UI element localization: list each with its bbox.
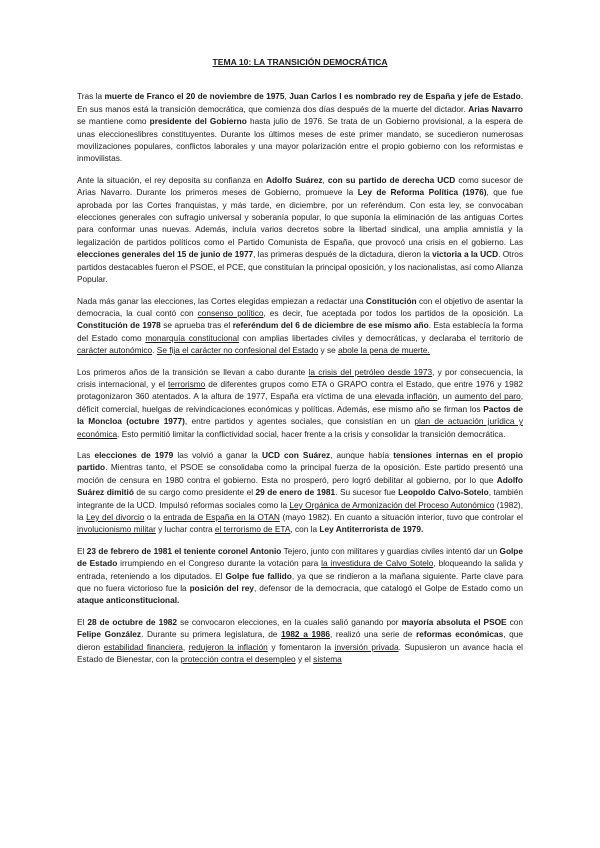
underlined-text: plan de actuación jurídica y económica	[77, 416, 523, 439]
bold-text: victoria a la UCD	[432, 249, 499, 260]
text-run: ,	[182, 641, 189, 652]
text-run: , que dieron	[77, 629, 524, 652]
bold-text: Ley de Reforma Política (1976)	[357, 187, 487, 198]
bold-text: Arias Navarro	[468, 103, 523, 114]
bold-text: con su partido de derecha UCD	[327, 174, 456, 185]
bold-text: ataque anticonstitucional.	[77, 595, 180, 606]
underlined-text: Se fija el carácter no confesional del Estado	[156, 345, 319, 356]
text-run: Las	[77, 449, 95, 460]
underlined-text: carácter autonómico	[77, 345, 153, 356]
document-title: TEMA 10: LA TRANSICIÓN DEMOCRÁTICA	[212, 57, 388, 67]
bold-text: 23 de febrero de 1981 el teniente coronel Antonio	[86, 545, 282, 556]
underlined-text: redujeron la inflación	[188, 641, 268, 652]
paragraph	[77, 90, 523, 164]
text-run: , bloqueando la salida y entrada, reteniendo a los diputados. El	[77, 558, 523, 581]
text-run: y luchar contra	[155, 524, 215, 535]
text-run: . Esto permitió limitar la conflictividad social, hacer frente a la crisis y consolidar la transición democrática.	[117, 428, 506, 439]
bold-text: Golpe de Estado	[77, 545, 523, 569]
text-run: El	[77, 616, 88, 627]
text-run: de su cargo como presidente el	[133, 487, 256, 498]
underlined-text: elevada inflación	[374, 391, 438, 402]
bold-text: Felipe González	[77, 629, 142, 640]
text-run: , realizó una serie de	[329, 629, 417, 640]
text-run: con amplias libertades civiles y democráticas, y declaraba el territorio de	[239, 332, 523, 343]
text-run: como sucesor de Arias Navarro. Durante los primeros meses de Gobierno, promueve la	[77, 174, 524, 198]
underlined-text: la investidura de Calvo Sotelo	[321, 558, 434, 569]
bold-text: posición del rey	[189, 583, 255, 594]
text-run: o la	[144, 512, 164, 522]
text-run: y fomentaron la	[267, 641, 335, 652]
bold-text: Adolfo Suárez dimitió	[77, 474, 523, 498]
bold-text: Adolfo Suárez	[266, 174, 323, 185]
text-run: las volvió a ganar la	[173, 449, 262, 460]
text-run: irrumpiendo en el Congreso durante la votación para	[117, 558, 322, 569]
bold-text: 1982 a 1986	[281, 629, 330, 640]
bold-text: Juan Carlos I es nombrado rey de España y jefe de Estado	[289, 91, 521, 102]
text-run: se aprueba tras el	[160, 320, 233, 331]
bold-text: elecciones generales del 15 de junio de 1977	[77, 249, 254, 260]
underlined-text: inversión privada	[334, 641, 399, 652]
bold-text: Leopoldo Calvo-Sotelo	[398, 487, 489, 498]
text-run: . Esta establecía la forma del Estado como	[77, 320, 523, 343]
paragraph	[77, 616, 523, 666]
underlined-text: consenso político	[197, 307, 264, 318]
text-run: , defensor de la democracia, que catalogó el Golpe de Estado como un	[254, 583, 523, 594]
bold-text: Golpe fue fallido	[225, 570, 292, 581]
text-run: Los primeros años de la transición se llevan a cabo durante	[77, 366, 309, 377]
underlined-text: Ley del divorcio	[86, 512, 145, 522]
text-run: , ya que se rindieron a la mañana siguiente. Parte clave para que no fuera victorioso fue la	[77, 570, 524, 594]
paragraph	[77, 545, 523, 607]
underlined-text: monarquía constitucional	[145, 332, 240, 343]
text-run: .	[152, 345, 157, 356]
underlined-text: entrada de España en la OTAN	[163, 512, 280, 522]
text-run: con	[506, 616, 524, 627]
document-body	[77, 56, 523, 674]
text-run: , y por consecuencia, la crisis internacional, y el	[77, 366, 523, 389]
underlined-text: terrorismo	[167, 378, 206, 389]
text-run: . Supusieron un avance hacia el Estado de Bienestar, con la	[77, 641, 523, 665]
text-run: Tejero, junto con militares y guardias civiles intentó dar un	[281, 545, 500, 556]
bold-text: 28 de octubre de 1982	[87, 616, 178, 627]
bold-text: Ley Antiterrorista de 1979.	[319, 524, 424, 535]
underlined-text: estabilidad financiera	[103, 641, 183, 652]
text-run: ,	[322, 174, 328, 185]
underlined-text: la crisis del petróleo desde 1973	[308, 366, 433, 377]
underlined-text: el terrorismo de ETA	[214, 524, 291, 535]
text-run: con el objetivo de asentar la democracia, la cual contó con	[77, 295, 523, 318]
text-run: se mantiene como	[77, 116, 150, 127]
paragraph	[77, 295, 523, 357]
text-run: (1982), la	[77, 499, 523, 522]
text-run: , déficit comercial, huelgas de reivindicaciones económicas y políticas. Además, ese mismo año se firman los	[77, 391, 523, 414]
text-run: , las primeras después de la dictadura, dieron la	[253, 249, 433, 260]
bold-text: Pactos de la Moncloa (octubre 1977)	[77, 403, 523, 427]
bold-text: Constitución de 1978	[77, 320, 161, 331]
text-run: , un	[437, 391, 455, 402]
bold-text: tensiones internas en el propio partido	[77, 449, 524, 473]
text-run: , que fue aprobada por las Cortes franquistas, y más tarde, en diciembre, por un referéndum. Con esta ley, se convocaban elecciones generales con sufragio universal y soberanía popular, lo que suponía la eliminación de las antiguas Cortes para conformar unas nuevas. Además, incluía varios decretos sobre la libertad sindical, una amplia amnistía y la legalización de partidos políticos como el Partido Comunista de España, que provocó una crisis en el gobierno. Las	[77, 187, 523, 247]
text-run: Ante la situación, el rey deposita su confianza en	[77, 174, 266, 185]
text-run: (mayo 1982). En cuanto a situación interior, tuvo que controlar el	[279, 512, 523, 522]
underlined-text: aumento del paro	[454, 391, 521, 402]
paragraph	[77, 174, 523, 286]
bold-text: UCD con Suárez	[261, 449, 331, 460]
text-run: , entre partidos y agentes sociales, que consistían en un	[184, 416, 415, 427]
text-run: . En sus manos está la transición democrática, que comienza dos días después de la muerte del dictador.	[77, 91, 523, 114]
bold-text: mayoría absoluta el PSOE	[401, 616, 507, 627]
underlined-text: involucionismo militar	[77, 524, 156, 535]
paragraph	[77, 449, 523, 536]
paragraph	[77, 366, 523, 440]
text-run: . Su sucesor fue	[335, 487, 399, 498]
bold-text: referéndum del 6 de diciembre de ese mismo año	[232, 320, 429, 331]
text-run: , es decir, fue aceptada por todos los partidos de la oposición. La	[263, 307, 523, 318]
text-run: y el	[295, 654, 314, 665]
underlined-text: sistema	[313, 654, 342, 665]
bold-text: presidente del Gobierno	[149, 116, 247, 127]
text-run: Tras la	[77, 91, 105, 102]
bold-text: 29 de enero de 1981	[255, 487, 336, 498]
underlined-text: protección contra el desempleo	[180, 654, 296, 665]
bold-text: elecciones de 1979	[94, 449, 174, 460]
text-run: , con la	[290, 524, 320, 535]
underlined-text: abole la pena de muerte.	[338, 345, 430, 356]
text-run: ,	[284, 91, 290, 102]
underlined-text: Ley Orgánica de Armonización del Proceso Autonómico	[289, 499, 495, 510]
text-run: El	[77, 545, 87, 556]
text-run: hasta julio de 1976. Se trata de un Gobierno provisional, a la espera de unas eleccioneslibres constituyentes. Durante los últimos meses de este primer mandato, se sucedieron numerosas movilizaciones populares, conflictos laborales y una mayor polarización entre el propio gobierno con los reformistas e inmovilistas.	[77, 116, 523, 164]
text-run: se convocaron elecciones, en la cuales salió ganando por	[177, 616, 402, 627]
text-run: de diferentes grupos como ETA o GRAPO contra el Estado, que entre 1976 y 1982 protagonizaron 360 atentados. A la altura de 1977, España era víctima de una	[77, 378, 524, 402]
text-run: . Otros partidos destacables fueron el PSOE, el PCE, que constituían la principal oposición, y los nacionalistas, así como Alianza Popular.	[77, 249, 523, 285]
text-run: . Durante su primera legislatura, de	[141, 629, 282, 640]
bold-text: Constitución	[365, 295, 417, 306]
bold-text: muerte de Franco el 20 de noviembre de 1975	[104, 91, 285, 102]
text-run: , aunque había	[330, 449, 394, 460]
text-run: , también integrante de la UCD. Impulsó reformas sociales como la	[77, 487, 523, 510]
bold-text: reformas económicas	[416, 629, 504, 640]
text-run: y se	[318, 345, 339, 356]
paragraph-list	[77, 90, 523, 665]
text-run: . Mientras tanto, el PSOE se consolidaba como la principal fuerza de la oposición. Este partido presentó una moción de censura en 1980 contra el gobierno. Esta no prosperó, pero logró debilitar al gobierno, por lo que	[77, 462, 523, 485]
text-run: Nada más ganar las elecciones, las Cortes elegidas empiezan a redactar una	[77, 295, 366, 306]
